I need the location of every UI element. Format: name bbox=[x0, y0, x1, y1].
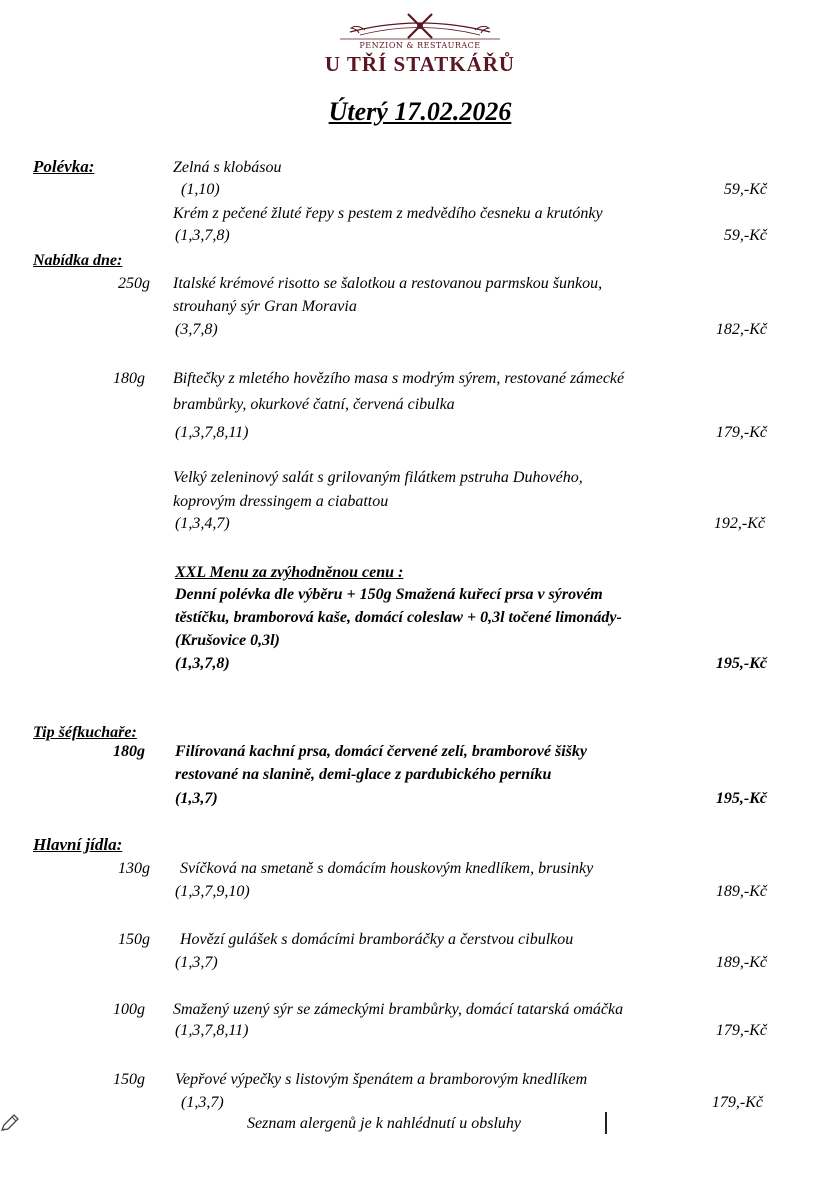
main-1-name: Svíčková na smetaně s domácím houskovým knedlíkem, brusinky bbox=[180, 860, 594, 877]
daily-1-price: 182,-Kč bbox=[715, 321, 767, 338]
xxl-line1: Denní polévka dle výběru + 150g Smažená kuřecí prsa v sýrovém bbox=[175, 586, 603, 603]
daily-1-weight: 250g bbox=[118, 275, 150, 292]
main-2-price: 189,-Kč bbox=[715, 954, 767, 971]
xxl-price: 195,-Kč bbox=[715, 655, 767, 672]
soup-2-price: 59,-Kč bbox=[723, 227, 767, 244]
daily-2-line1: Biftečky z mletého hovězího masa s modrým sýrem, restované zámecké bbox=[173, 370, 625, 387]
logo-name: U TŘÍ STATKÁŘŮ bbox=[324, 52, 516, 76]
daily-2-line2: brambůrky, okurkové čatní, červená cibulka bbox=[173, 396, 455, 413]
daily-3-line2: koprovým dressingem a ciabattou bbox=[173, 493, 389, 510]
xxl-title: XXL Menu za zvýhodněnou cenu : bbox=[175, 564, 404, 581]
daily-2-price: 179,-Kč bbox=[715, 424, 767, 441]
daily-1-line2: strouhaný sýr Gran Moravia bbox=[173, 298, 357, 315]
main-3-name: Smažený uzený sýr se zámeckými brambůrky, domácí tatarská omáčka bbox=[173, 1001, 624, 1018]
daily-1-line1: Italské krémové risotto se šalotkou a restovanou parmskou šunkou, bbox=[173, 275, 603, 292]
daily-1-allergens: (3,7,8) bbox=[175, 321, 218, 338]
main-4-allergens: (1,3,7) bbox=[181, 1094, 224, 1111]
soup-2-name: Krém z pečené žluté řepy s pestem z medvědího česneku a krutónky bbox=[173, 205, 603, 222]
chef-weight: 180g bbox=[113, 743, 145, 760]
soup-1-name: Zelná s klobásou bbox=[173, 159, 282, 176]
soup-2-allergens: (1,3,7,8) bbox=[175, 227, 230, 244]
main-3-weight: 100g bbox=[113, 1001, 145, 1018]
daily-3-price: 192,-Kč bbox=[713, 515, 765, 532]
soup-heading: Polévka: bbox=[33, 157, 95, 176]
daily-3-allergens: (1,3,4,7) bbox=[175, 515, 230, 532]
restaurant-logo bbox=[320, 8, 520, 78]
main-4-price: 179,-Kč bbox=[711, 1094, 763, 1111]
chef-line2: restované na slanině, demi-glace z pardubického perníku bbox=[175, 766, 552, 783]
allergen-note: Seznam alergenů je k nahlédnutí u obsluhy bbox=[247, 1115, 522, 1132]
xxl-line3: (Krušovice 0,3l) bbox=[175, 632, 280, 649]
main-4-name: Vepřové výpečky s listovým špenátem a bramborovým knedlíkem bbox=[175, 1071, 588, 1088]
chef-line1: Filírovaná kachní prsa, domácí červené zelí, bramborové šišky bbox=[175, 743, 587, 760]
xxl-allergens: (1,3,7,8) bbox=[175, 655, 230, 672]
logo-subtitle: PENZION & RESTAURACE bbox=[359, 41, 481, 50]
main-2-weight: 150g bbox=[118, 931, 150, 948]
chef-heading: Tip šéfkuchaře: bbox=[33, 724, 137, 741]
xxl-line2: těstíčku, bramborová kaše, domácí coleslaw + 0,3l točené limonády- bbox=[175, 609, 622, 626]
chef-allergens: (1,3,7) bbox=[175, 790, 218, 807]
main-3-allergens: (1,3,7,8,11) bbox=[175, 1022, 249, 1039]
mains-heading: Hlavní jídla: bbox=[33, 835, 123, 854]
daily-2-weight: 180g bbox=[113, 370, 145, 387]
soup-1-allergens: (1,10) bbox=[181, 181, 220, 198]
soup-1-price: 59,-Kč bbox=[723, 181, 767, 198]
main-1-weight: 130g bbox=[118, 860, 150, 877]
main-4-weight: 150g bbox=[113, 1071, 145, 1088]
main-1-allergens: (1,3,7,9,10) bbox=[175, 883, 250, 900]
main-2-allergens: (1,3,7) bbox=[175, 954, 218, 971]
text-cursor bbox=[605, 1112, 607, 1134]
daily-heading: Nabídka dne: bbox=[33, 252, 123, 269]
main-1-price: 189,-Kč bbox=[715, 883, 767, 900]
menu-date-title: Úterý 17.02.2026 bbox=[328, 97, 512, 126]
daily-2-allergens: (1,3,7,8,11) bbox=[175, 424, 249, 441]
main-3-price: 179,-Kč bbox=[715, 1022, 767, 1039]
daily-3-line1: Velký zeleninový salát s grilovaným filátkem pstruha Duhového, bbox=[173, 469, 583, 486]
pen-icon bbox=[0, 1113, 22, 1133]
chef-price: 195,-Kč bbox=[715, 790, 767, 807]
main-2-name: Hovězí gulášek s domácími bramboráčky a čerstvou cibulkou bbox=[180, 931, 574, 948]
